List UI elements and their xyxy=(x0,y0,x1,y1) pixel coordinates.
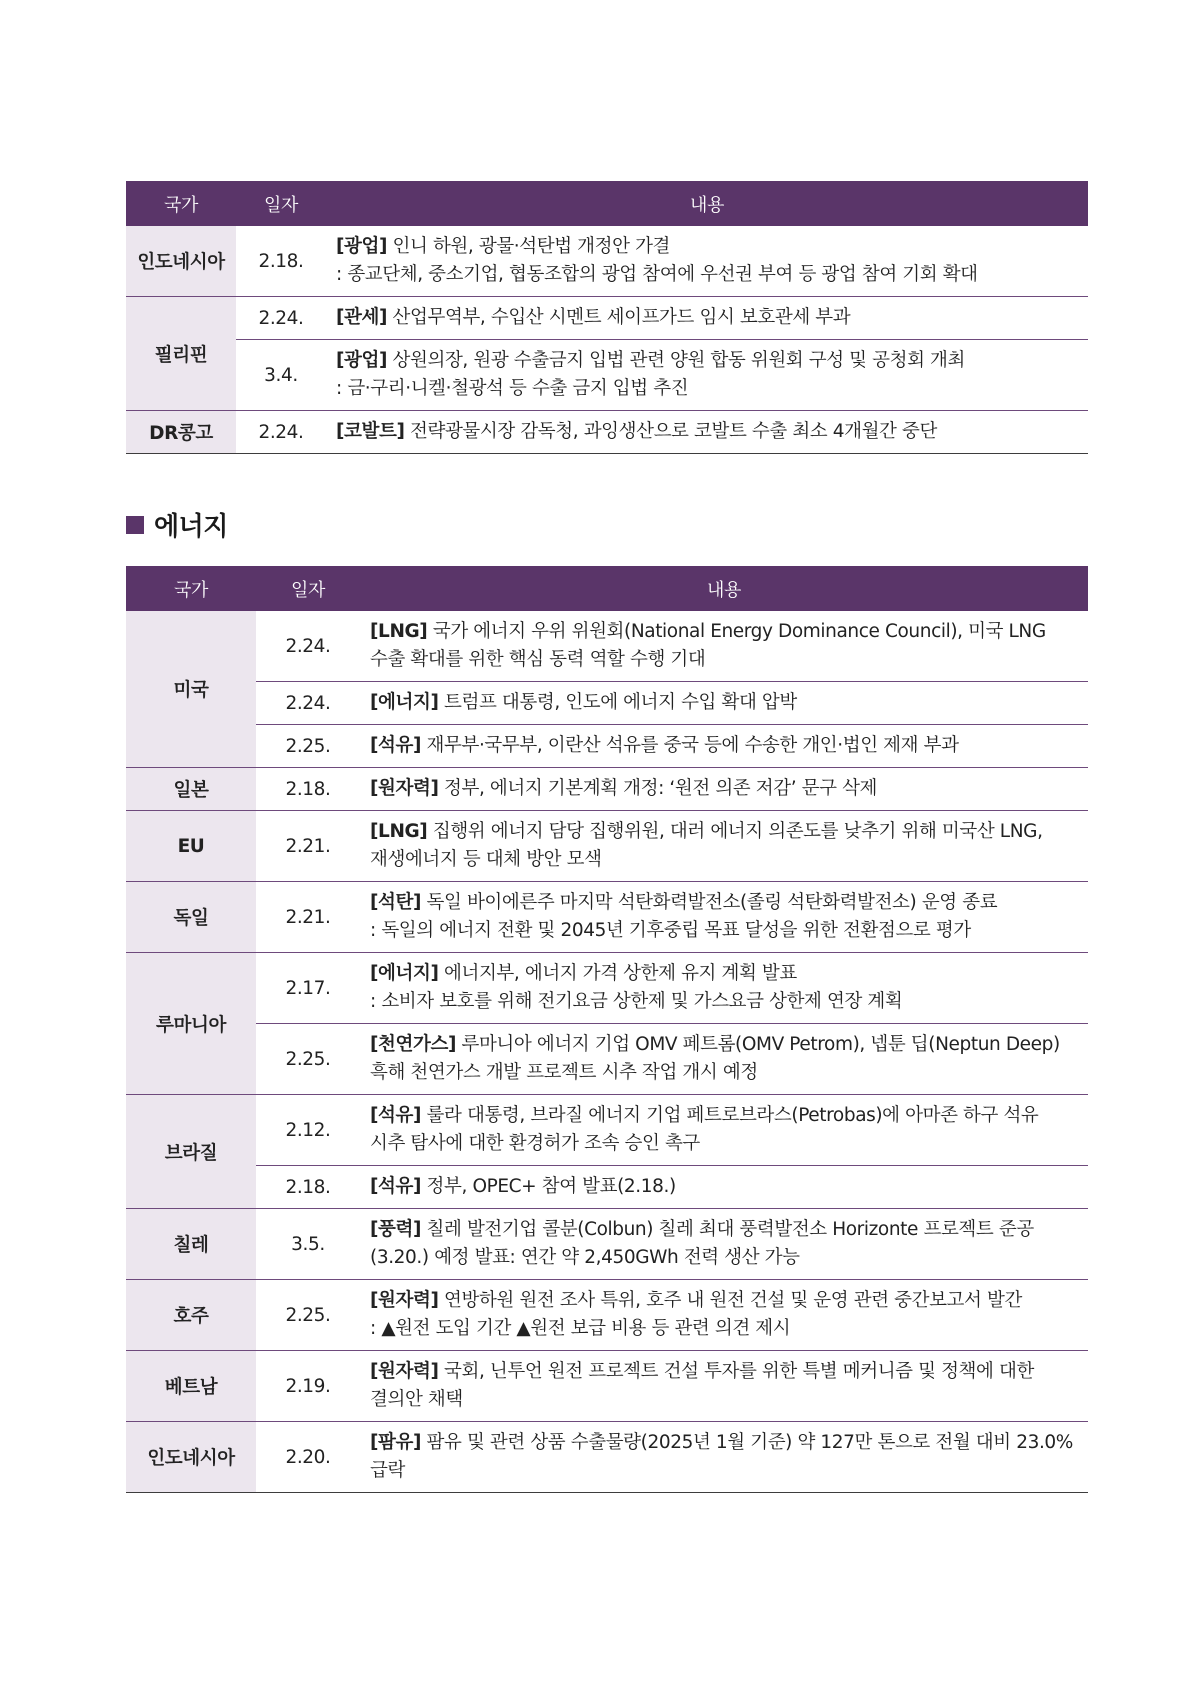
table-header-row xyxy=(126,181,1088,226)
date-cell: 2.24. xyxy=(236,411,326,454)
content-cell xyxy=(360,682,1088,725)
country-cell: 호주 xyxy=(126,1280,256,1351)
date-cell: 2.18. xyxy=(236,226,326,297)
content-detail: : 소비자 보호를 위해 전기요금 상한제 및 가스요금 상한제 연장 계획 xyxy=(370,991,903,1012)
content-cell xyxy=(360,1422,1088,1493)
category-tag: [팜유] xyxy=(370,1432,422,1453)
date-cell: 2.18. xyxy=(256,1166,360,1209)
content-cell xyxy=(326,340,1088,411)
content-detail: 흑해 천연가스 개발 프로젝트 시추 작업 개시 예정 xyxy=(370,1062,758,1083)
table-row xyxy=(126,725,1088,768)
category-tag: [에너지] xyxy=(370,692,439,713)
country-cell: 인도네시아 xyxy=(126,226,236,297)
content-cell xyxy=(360,1280,1088,1351)
date-cell: 2.24. xyxy=(236,297,326,340)
date-cell: 2.24. xyxy=(256,682,360,725)
category-tag: [광업] xyxy=(336,350,388,371)
date-cell: 2.25. xyxy=(256,725,360,768)
content-cell xyxy=(360,882,1088,953)
content-cell xyxy=(326,226,1088,297)
header-date: 일자 xyxy=(236,181,326,226)
content-detail: 시추 탐사에 대한 환경허가 조속 승인 촉구 xyxy=(370,1133,700,1154)
content-cell xyxy=(360,1351,1088,1422)
category-tag: [원자력] xyxy=(370,778,439,799)
content-detail: : 독일의 에너지 전환 및 2045년 기후중립 목표 달성을 위한 전환점으로 평가 xyxy=(370,920,971,941)
table-row xyxy=(126,1422,1088,1493)
content-cell xyxy=(360,1166,1088,1209)
content-text: 정부, 에너지 기본계획 개정: ‘원전 의존 저감’ 문구 삭제 xyxy=(438,778,878,799)
category-tag: [에너지] xyxy=(370,963,439,984)
date-cell: 2.25. xyxy=(256,1280,360,1351)
table-row xyxy=(126,340,1088,411)
content-detail: : 금·구리·니켈·철광석 등 수출 금지 입법 추진 xyxy=(336,378,689,399)
date-cell: 2.12. xyxy=(256,1095,360,1166)
header-content: 내용 xyxy=(360,566,1088,611)
country-cell: 루마니아 xyxy=(126,953,256,1095)
date-cell: 2.18. xyxy=(256,768,360,811)
content-text: 칠레 발전기업 콜분(Colbun) 칠레 최대 풍력발전소 Horizonte 프로젝트 준공 xyxy=(421,1219,1034,1240)
category-tag: [코발트] xyxy=(336,421,405,442)
content-text: 재무부·국무부, 이란산 석유를 중국 등에 수송한 개인·법인 제재 부과 xyxy=(421,735,959,756)
country-cell: 칠레 xyxy=(126,1209,256,1280)
content-detail: 결의안 채택 xyxy=(370,1389,463,1410)
category-tag: [석유] xyxy=(370,1105,422,1126)
content-text: 국회, 닌투언 원전 프로젝트 건설 투자를 위한 특별 메커니즘 및 정책에 대한 xyxy=(438,1361,1034,1382)
table-row xyxy=(126,297,1088,340)
content-text: 전략광물시장 감독청, 과잉생산으로 코발트 수출 최소 4개월간 중단 xyxy=(404,421,937,442)
country-cell: 독일 xyxy=(126,882,256,953)
content-text: 룰라 대통령, 브라질 에너지 기업 페트로브라스(Petrobas)에 아마존 하구 석유 xyxy=(421,1105,1039,1126)
date-cell: 2.19. xyxy=(256,1351,360,1422)
country-cell: 미국 xyxy=(126,611,256,768)
category-tag: [광업] xyxy=(336,236,388,257)
content-cell xyxy=(326,297,1088,340)
content-cell xyxy=(360,811,1088,882)
content-text: 정부, OPEC+ 참여 발표(2.18.) xyxy=(421,1176,676,1197)
content-text: 국가 에너지 우위 위원회(National Energy Dominance Council), 미국 LNG xyxy=(427,621,1046,642)
content-text: 독일 바이에른주 마지막 석탄화력발전소(졸링 석탄화력발전소) 운영 종료 xyxy=(421,892,998,913)
content-text: 루마니아 에너지 기업 OMV 페트롬(OMV Petrom), 넵툰 딥(Neptun Deep) xyxy=(456,1034,1060,1055)
header-date: 일자 xyxy=(256,566,360,611)
section-heading xyxy=(126,506,228,543)
category-tag: [원자력] xyxy=(370,1290,439,1311)
content-text: 산업무역부, 수입산 시멘트 세이프가드 임시 보호관세 부과 xyxy=(387,307,851,328)
content-text: 집행위 에너지 담당 집행위원, 대러 에너지 의존도를 낮추기 위해 미국산 LNG, xyxy=(427,821,1043,842)
content-cell xyxy=(326,411,1088,454)
content-detail: 재생에너지 등 대체 방안 모색 xyxy=(370,849,602,870)
table-row xyxy=(126,682,1088,725)
table-row xyxy=(126,953,1088,1024)
table-row xyxy=(126,1209,1088,1280)
section-title: 에너지 xyxy=(154,512,228,542)
content-text: 상원의장, 원광 수출금지 입법 관련 양원 합동 위원회 구성 및 공청회 개최 xyxy=(387,350,965,371)
content-detail: (3.20.) 예정 발표: 연간 약 2,450GWh 전력 생산 가능 xyxy=(370,1247,800,1268)
energy-policy-table xyxy=(126,566,1088,1493)
country-cell: EU xyxy=(126,811,256,882)
content-cell xyxy=(360,725,1088,768)
content-text: 연방하원 원전 조사 특위, 호주 내 원전 건설 및 운영 관련 중간보고서 발간 xyxy=(438,1290,1022,1311)
date-cell: 2.21. xyxy=(256,882,360,953)
mining-policy-table xyxy=(126,181,1088,454)
country-cell: DR콩고 xyxy=(126,411,236,454)
table-row xyxy=(126,1024,1088,1095)
table-row xyxy=(126,1280,1088,1351)
table-row xyxy=(126,411,1088,454)
table-row xyxy=(126,882,1088,953)
category-tag: [LNG] xyxy=(370,621,428,642)
table-row xyxy=(126,768,1088,811)
category-tag: [풍력] xyxy=(370,1219,422,1240)
country-cell: 브라질 xyxy=(126,1095,256,1209)
content-detail: : 종교단체, 중소기업, 협동조합의 광업 참여에 우선권 부여 등 광업 참여 기회 확대 xyxy=(336,264,978,285)
category-tag: [LNG] xyxy=(370,821,428,842)
content-text: 에너지부, 에너지 가격 상한제 유지 계획 발표 xyxy=(438,963,797,984)
content-cell xyxy=(360,1024,1088,1095)
category-tag: [석탄] xyxy=(370,892,422,913)
date-cell: 2.21. xyxy=(256,811,360,882)
date-cell: 2.24. xyxy=(256,611,360,682)
country-cell: 인도네시아 xyxy=(126,1422,256,1493)
content-cell xyxy=(360,611,1088,682)
content-text: 인니 하원, 광물·석탄법 개정안 가결 xyxy=(387,236,671,257)
date-cell: 2.25. xyxy=(256,1024,360,1095)
content-detail: 급락 xyxy=(370,1460,405,1481)
date-cell: 3.4. xyxy=(236,340,326,411)
country-cell: 베트남 xyxy=(126,1351,256,1422)
category-tag: [관세] xyxy=(336,307,388,328)
table-row xyxy=(126,1166,1088,1209)
content-cell xyxy=(360,768,1088,811)
date-cell: 3.5. xyxy=(256,1209,360,1280)
header-country: 국가 xyxy=(126,181,236,226)
table-row xyxy=(126,611,1088,682)
category-tag: [원자력] xyxy=(370,1361,439,1382)
category-tag: [천연가스] xyxy=(370,1034,456,1055)
content-text: 팜유 및 관련 상품 수출물량(2025년 1월 기준) 약 127만 톤으로 전월 대비 23.0% xyxy=(421,1432,1073,1453)
table-header-row xyxy=(126,566,1088,611)
date-cell: 2.17. xyxy=(256,953,360,1024)
square-bullet-icon xyxy=(126,516,144,534)
table-row xyxy=(126,226,1088,297)
category-tag: [석유] xyxy=(370,735,422,756)
category-tag: [석유] xyxy=(370,1176,422,1197)
header-content: 내용 xyxy=(326,181,1088,226)
content-cell xyxy=(360,953,1088,1024)
content-detail: 수출 확대를 위한 핵심 동력 역할 수행 기대 xyxy=(370,649,706,670)
header-country: 국가 xyxy=(126,566,256,611)
date-cell: 2.20. xyxy=(256,1422,360,1493)
table-row xyxy=(126,1351,1088,1422)
table-row xyxy=(126,811,1088,882)
content-text: 트럼프 대통령, 인도에 에너지 수입 확대 압박 xyxy=(438,692,797,713)
content-detail: : ▲원전 도입 기간 ▲원전 보급 비용 등 관련 의견 제시 xyxy=(370,1318,791,1339)
table-row xyxy=(126,1095,1088,1166)
country-cell: 필리핀 xyxy=(126,297,236,411)
content-cell xyxy=(360,1209,1088,1280)
content-cell xyxy=(360,1095,1088,1166)
country-cell: 일본 xyxy=(126,768,256,811)
